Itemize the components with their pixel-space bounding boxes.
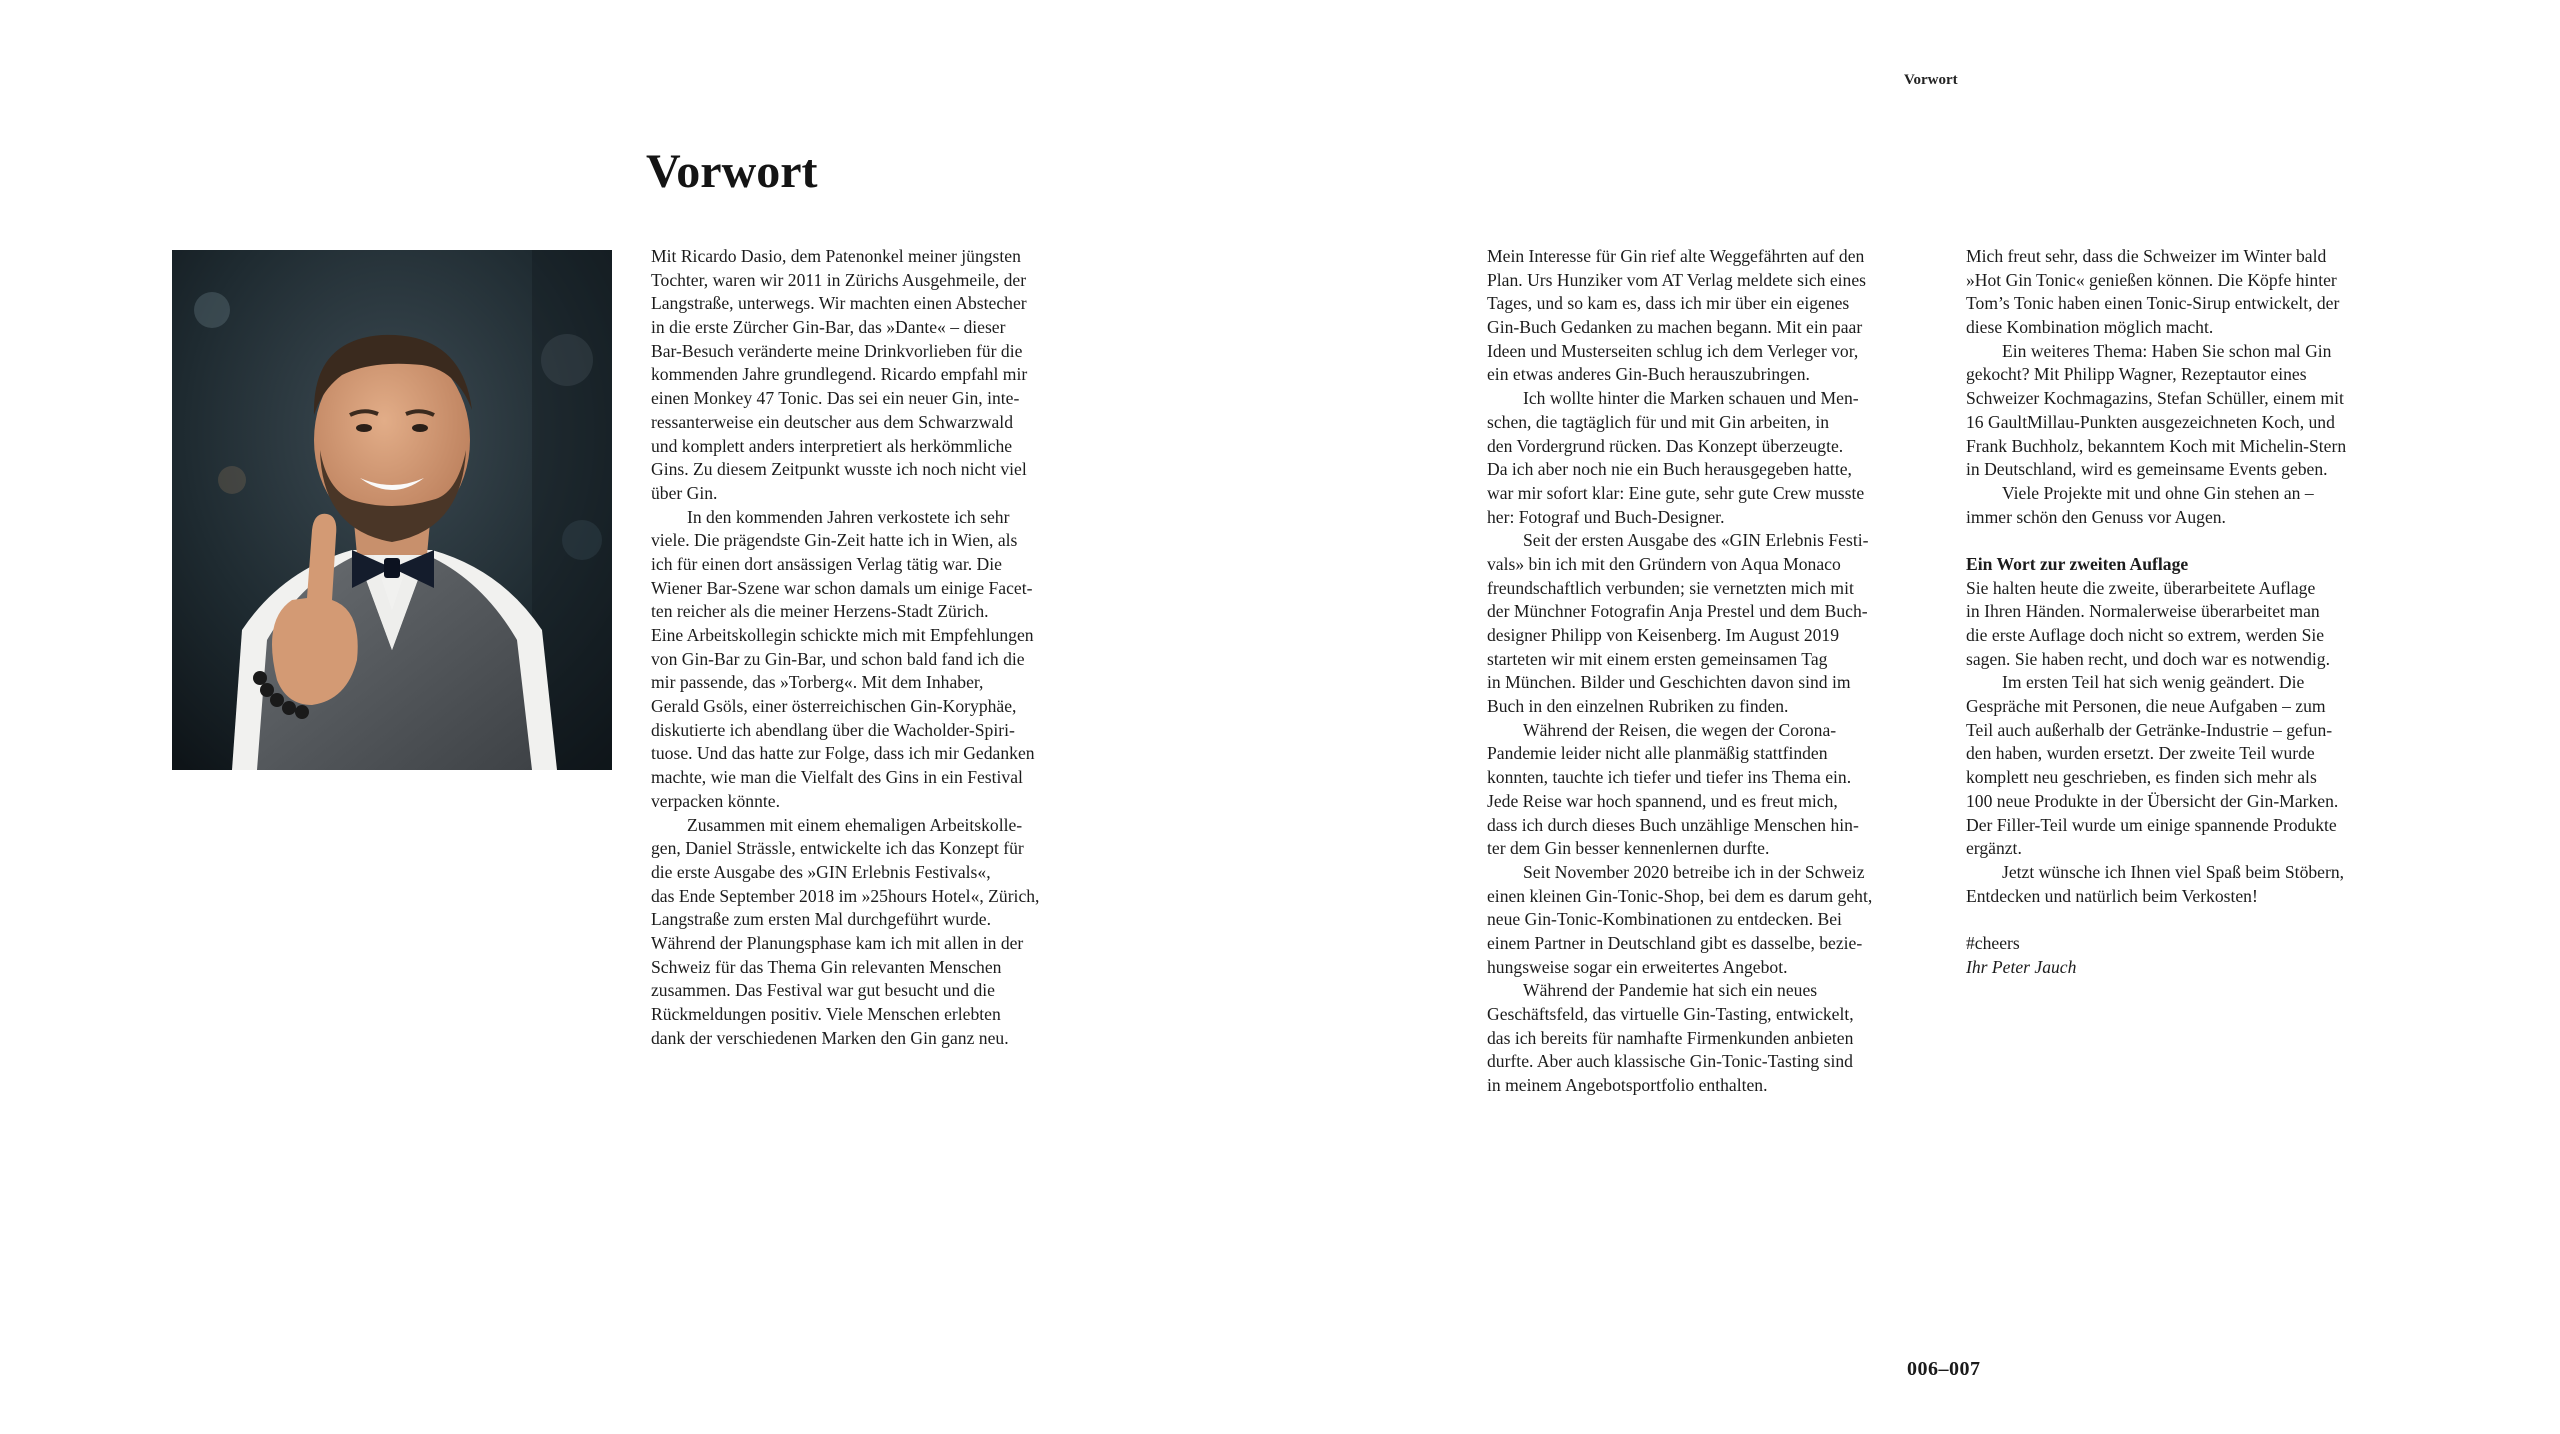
text-line: Da ich aber noch nie ein Buch herausgegeben hatte, (1487, 459, 1852, 480)
text-line: schen, die tagtäglich für und mit Gin arbeiten, in (1487, 411, 1830, 432)
text-line: immer schön den Genuss vor Augen. (1966, 506, 2226, 527)
text-line: viele. Die prägendste Gin-Zeit hatte ich in Wien, als (651, 530, 1018, 551)
text-line: den haben, wurden ersetzt. Der zweite Teil wurde (1966, 743, 2315, 764)
text-line: die erste Auflage doch nicht so extrem, werden Sie (1966, 625, 2325, 645)
text-line: Teil auch außerhalb der Getränke-Industrie – gefun- (1966, 719, 2333, 740)
text-line: Tages, und so kam es, dass ich mir über ein eigenes (1487, 293, 1850, 314)
text-line: Gins. Zu diesem Zeitpunkt wusste ich noch nicht viel (651, 459, 1027, 480)
text-line: und komplett anders interpretiert als herkömmliche (651, 435, 1013, 456)
text-line: durfte. Aber auch klassische Gin-Tonic-Tasting sind (1487, 1051, 1853, 1072)
text-line: einem Partner in Deutschland gibt es dasselbe, bezie- (1487, 932, 1863, 953)
text-line: Frank Buchholz, bekanntem Koch mit Michelin-Stern (1966, 435, 2347, 456)
text-line: Seit der ersten Ausgabe des «GIN Erlebnis Festi- (1523, 530, 1869, 551)
text-line: Plan. Urs Hunziker vom AT Verlag meldete sich eines (1487, 269, 1867, 290)
text-line: Entdecken und natürlich beim Verkosten! (1966, 885, 2258, 906)
text-line: Jetzt wünsche ich Ihnen viel Spaß beim Stöbern, (2002, 861, 2345, 882)
text-line: #cheers (1966, 932, 2020, 953)
text-line: Im ersten Teil hat sich wenig geändert. Die (2002, 672, 2305, 693)
text-line: Ihr Peter Jauch (1966, 956, 2077, 977)
text-line: ergänzt. (1966, 838, 2022, 859)
page-number: 006–007 (1907, 1358, 1981, 1380)
text-line: ter dem Gin besser kennenlernen durfte. (1487, 838, 1770, 859)
text-line: Tochter, waren wir 2011 in Zürichs Ausgehmeile, der (651, 269, 1027, 290)
text-line: Gerald Gsöls, einer österreichischen Gin-Koryphäe, (651, 696, 1017, 717)
text-line: einen kleinen Gin-Tonic-Shop, bei dem es darum geht, (1487, 885, 1873, 906)
text-line: in Deutschland, wird es gemeinsame Events geben. (1966, 459, 2328, 480)
text-line: diskutierte ich abendlang über die Wacholder-Spiri- (651, 719, 1015, 740)
text-line: Geschäftsfeld, das virtuelle Gin-Tasting, entwickelt, (1487, 1004, 1854, 1024)
text-line: Mich freut sehr, dass die Schweizer im Winter bald (1966, 246, 2327, 266)
text-line: Eine Arbeitskollegin schickte mich mit Empfehlungen (651, 625, 1034, 645)
text-line: in Ihren Händen. Normalerweise überarbeitet man (1966, 601, 2320, 622)
text-line: Langstraße zum ersten Mal durchgeführt wurde. (651, 909, 992, 930)
text-line: Mit Ricardo Dasio, dem Patenonkel meiner jüngsten (651, 246, 1021, 266)
text-line: ich für einen dort ansässigen Verlag tätig war. Die (651, 553, 1002, 574)
text-column-2 (1487, 245, 1937, 1098)
text-line: Ich wollte hinter die Marken schauen und Men- (1523, 388, 1859, 409)
text-line: gen, Daniel Strässle, entwickelte ich das Konzept für (651, 838, 1024, 859)
text-line: Wiener Bar-Szene war schon damals um einige Facet- (651, 577, 1033, 598)
text-line: Bar-Besuch veränderte meine Drinkvorlieben für die (651, 340, 1023, 361)
text-line: Während der Planungsphase kam ich mit allen in der (651, 932, 1024, 953)
text-line: machte, wie man die Vielfalt des Gins in ein Festival (651, 767, 1023, 788)
text-line: Während der Pandemie hat sich ein neues (1523, 980, 1818, 1001)
text-line: hungsweise sogar ein erweitertes Angebot. (1487, 956, 1788, 977)
running-head: Vorwort (1904, 72, 1958, 88)
text-line: in München. Bilder und Geschichten davon sind im (1487, 672, 1851, 693)
text-line: komplett neu geschrieben, es finden sich mehr als (1966, 767, 2317, 788)
text-line: designer Philipp von Keisenberg. Im August 2019 (1487, 625, 1840, 645)
text-line: den Vordergrund rücken. Das Konzept überzeugte. (1487, 435, 1844, 456)
text-line: diese Kombination möglich macht. (1966, 317, 2214, 338)
text-line: sagen. Sie haben recht, und doch war es notwendig. (1966, 648, 2330, 669)
text-line: Gespräche mit Personen, die neue Aufgaben – zum (1966, 696, 2326, 717)
text-line: starteten wir mit einem ersten gemeinsamen Tag (1487, 648, 1828, 669)
text-line: konnten, tauchte ich tiefer und tiefer ins Thema ein. (1487, 767, 1852, 788)
text-line: Jede Reise war hoch spannend, und es freut mich, (1487, 790, 1838, 811)
text-line: Sie halten heute die zweite, überarbeitete Auflage (1966, 577, 2316, 598)
text-line: in die erste Zürcher Gin-Bar, das »Dante« – dieser (651, 317, 1006, 338)
text-line: freundschaftlich verbunden; sie vernetzten mich mit (1487, 577, 1854, 598)
text-line: In den kommenden Jahren verkostete ich sehr (687, 506, 1010, 527)
text-line: Zusammen mit einem ehemaligen Arbeitskolle- (687, 814, 1023, 835)
text-line: einen Monkey 47 Tonic. Das sei ein neuer Gin, inte- (651, 388, 1020, 409)
text-line: Seit November 2020 betreibe ich in der Schweiz (1523, 861, 1865, 882)
text-line: Pandemie leider nicht alle planmäßig stattfinden (1487, 743, 1828, 764)
text-line: Buch in den einzelnen Rubriken zu finden. (1487, 696, 1789, 717)
text-line: kommenden Jahre grundlegend. Ricardo empfahl mir (651, 364, 1028, 385)
text-line: 16 GaultMillau-Punkten ausgezeichneten Koch, und (1966, 411, 2335, 432)
text-line: mir passende, das »Torberg«. Mit dem Inhaber, (651, 672, 984, 693)
text-line: Ein weiteres Thema: Haben Sie schon mal Gin (2002, 340, 2332, 361)
text-line: verpacken könnte. (651, 790, 780, 811)
text-line: Tom’s Tonic haben einen Tonic-Sirup entwickelt, der (1966, 293, 2340, 314)
text-line: war mir sofort klar: Eine gute, sehr gute Crew musste (1487, 482, 1865, 503)
text-line: ten reicher als die meiner Herzens-Stadt Zürich. (651, 601, 989, 622)
text-line: das Ende September 2018 im »25hours Hotel«, Zürich, (651, 885, 1040, 906)
text-line: die erste Ausgabe des »GIN Erlebnis Festivals«, (651, 861, 991, 882)
text-line: 100 neue Produkte in der Übersicht der Gin-Marken. (1966, 790, 2339, 811)
text-line: dass ich durch dieses Buch unzählige Menschen hin- (1487, 814, 1859, 835)
text-column-1 (651, 245, 1101, 1050)
page-title: Vorwort (646, 145, 818, 198)
text-line: Während der Reisen, die wegen der Corona- (1523, 719, 1837, 740)
text-line: her: Fotograf und Buch-Designer. (1487, 506, 1725, 527)
text-line: Gin-Buch Gedanken zu machen begann. Mit ein paar (1487, 317, 1863, 338)
text-line: das ich bereits für namhafte Firmenkunden anbieten (1487, 1027, 1854, 1048)
text-line: dank der verschiedenen Marken den Gin ganz neu. (651, 1027, 1009, 1048)
text-line: der Münchner Fotografin Anja Prestel und dem Buch- (1487, 601, 1868, 622)
text-line: »Hot Gin Tonic« genießen können. Die Köpfe hinter (1966, 269, 2337, 290)
text-line: Schweizer Kochmagazins, Stefan Schüller, einem mit (1966, 388, 2344, 409)
text-line: gekocht? Mit Philipp Wagner, Rezeptautor eines (1966, 364, 2307, 385)
blank-line (1966, 529, 2416, 553)
text-line: in meinem Angebotsportfolio enthalten. (1487, 1075, 1768, 1096)
text-line: ressanterweise ein deutscher aus dem Schwarzwald (651, 411, 1013, 432)
blank-line (1966, 908, 2416, 932)
text-line: Ideen und Musterseiten schlug ich dem Verleger vor, (1487, 340, 1859, 361)
text-line: zusammen. Das Festival war gut besucht und die (651, 980, 995, 1001)
text-line: tuose. Und das hatte zur Folge, dass ich mir Gedanken (651, 743, 1035, 764)
text-line: Schweiz für das Thema Gin relevanten Menschen (651, 956, 1002, 977)
text-line: von Gin-Bar zu Gin-Bar, und schon bald fand ich die (651, 648, 1025, 669)
text-line: über Gin. (651, 482, 718, 503)
section-heading: Ein Wort zur zweiten Auflage (1966, 553, 2189, 574)
text-line: vals» bin ich mit den Gründern von Aqua Monaco (1487, 553, 1841, 574)
text-line: Rückmeldungen positiv. Viele Menschen erlebten (651, 1004, 1001, 1024)
text-line: Der Filler-Teil wurde um einige spannende Produkte (1966, 814, 2337, 835)
portrait-photo (172, 250, 612, 770)
text-line: Viele Projekte mit und ohne Gin stehen an – (2002, 482, 2314, 503)
text-line: ein etwas anderes Gin-Buch herauszubringen. (1487, 364, 1810, 385)
text-column-3 (1966, 245, 2416, 979)
text-line: Mein Interesse für Gin rief alte Weggefährten auf den (1487, 246, 1865, 266)
text-line: neue Gin-Tonic-Kombinationen zu entdecken. Bei (1487, 909, 1842, 930)
text-line: Langstraße, unterwegs. Wir machten einen Abstecher (651, 293, 1027, 314)
